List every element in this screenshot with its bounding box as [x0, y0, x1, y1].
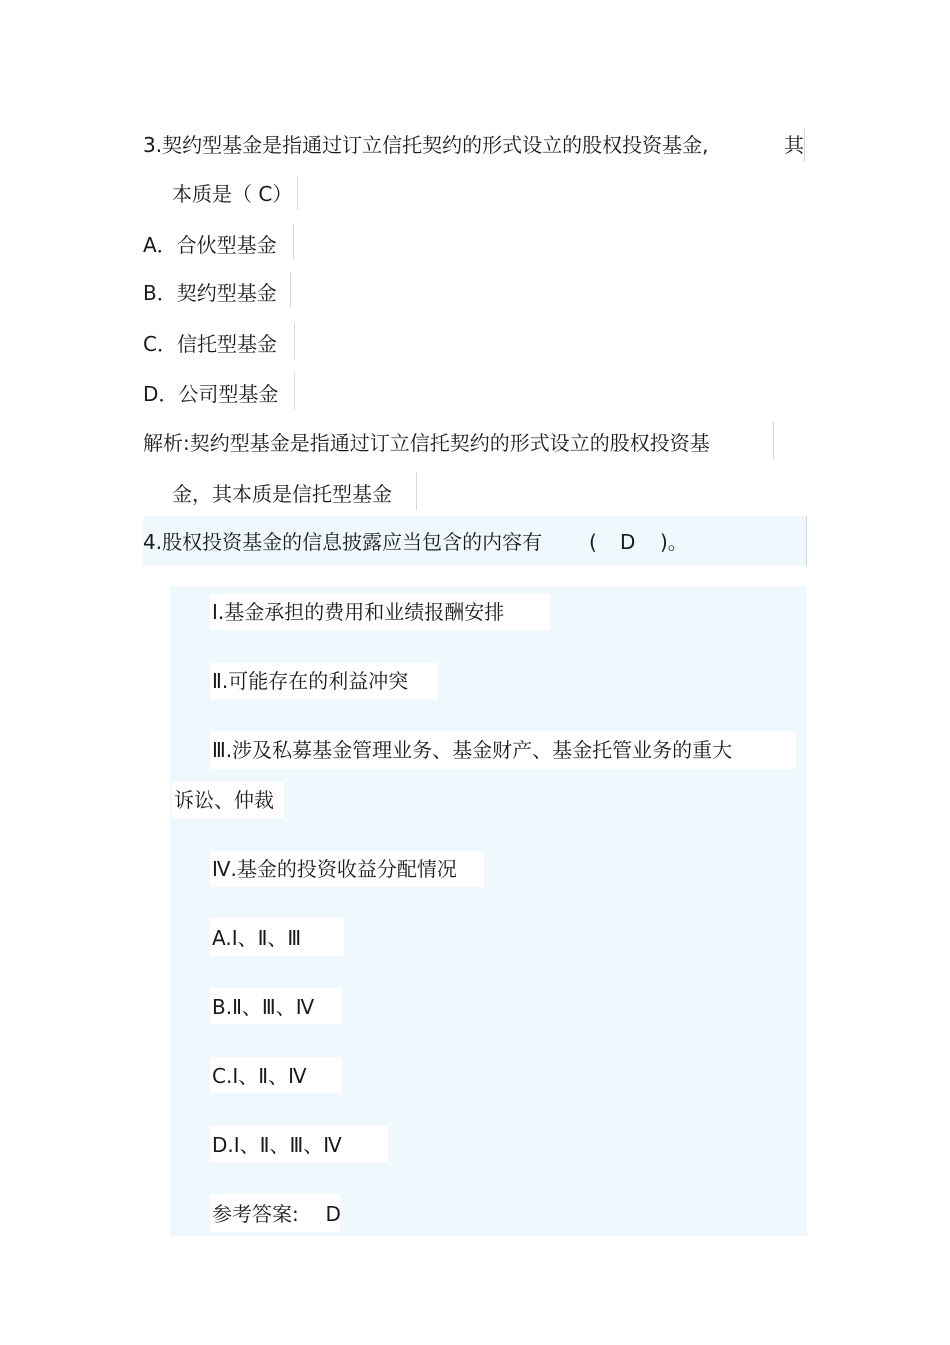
q3-option-d: D．公司型基金 — [143, 382, 279, 406]
rule — [294, 323, 295, 359]
q3-analysis-line2: 金，其本质是信托型基金 — [172, 482, 392, 506]
rule — [806, 516, 807, 566]
q3-analysis-line1: 解析:契约型基金是指通过订立信托契约的形式设立的股权投资基 — [143, 431, 710, 455]
rule — [804, 128, 805, 162]
q3-stem-text: 3.契约型基金是指通过订立信托契约的形式设立的股权投资基金, — [143, 133, 709, 157]
rule — [290, 272, 291, 308]
q4-item-3-line2: 诉讼、仲裁 — [174, 788, 274, 812]
rule — [294, 373, 295, 409]
q3-stem-line2: 本质是（ C） — [172, 182, 293, 206]
q3-stem-tail: 其 — [784, 133, 804, 157]
q4-reference-answer — [212, 1202, 341, 1226]
reference-letter: D — [325, 1202, 341, 1226]
q4-item-2: Ⅱ.可能存在的利益冲突 — [212, 669, 409, 693]
rule — [293, 224, 294, 260]
q4-option-b: B.Ⅱ、Ⅲ、Ⅳ — [212, 995, 315, 1019]
q4-option-a: A.Ⅰ、Ⅱ、Ⅲ — [212, 926, 302, 950]
q4-stem: 4.股权投资基金的信息披露应当包含的内容有 — [143, 530, 543, 554]
q3-option-a: A．合伙型基金 — [143, 233, 277, 257]
q3-option-c: C．信托型基金 — [143, 332, 277, 356]
rule — [297, 176, 298, 210]
q3-stem-line1 — [143, 133, 708, 157]
q4-paren-close: )。 — [660, 530, 688, 554]
q4-item-4: Ⅳ.基金的投资收益分配情况 — [212, 857, 457, 881]
q4-paren-open: ( — [589, 530, 597, 554]
q3-option-b: B．契约型基金 — [143, 281, 277, 305]
q4-item-3-line1: Ⅲ.涉及私募基金管理业务、基金财产、基金托管业务的重大 — [212, 738, 733, 762]
rule — [773, 422, 774, 460]
q4-item-1: Ⅰ.基金承担的费用和业绩报酬安排 — [212, 600, 505, 624]
rule — [416, 472, 417, 510]
q4-option-c: C.Ⅰ、Ⅱ、Ⅳ — [212, 1064, 307, 1088]
q4-answer-letter: D — [620, 530, 636, 554]
reference-label: 参考答案: — [212, 1202, 299, 1226]
q4-option-d: D.Ⅰ、Ⅱ、Ⅲ、Ⅳ — [212, 1133, 342, 1157]
